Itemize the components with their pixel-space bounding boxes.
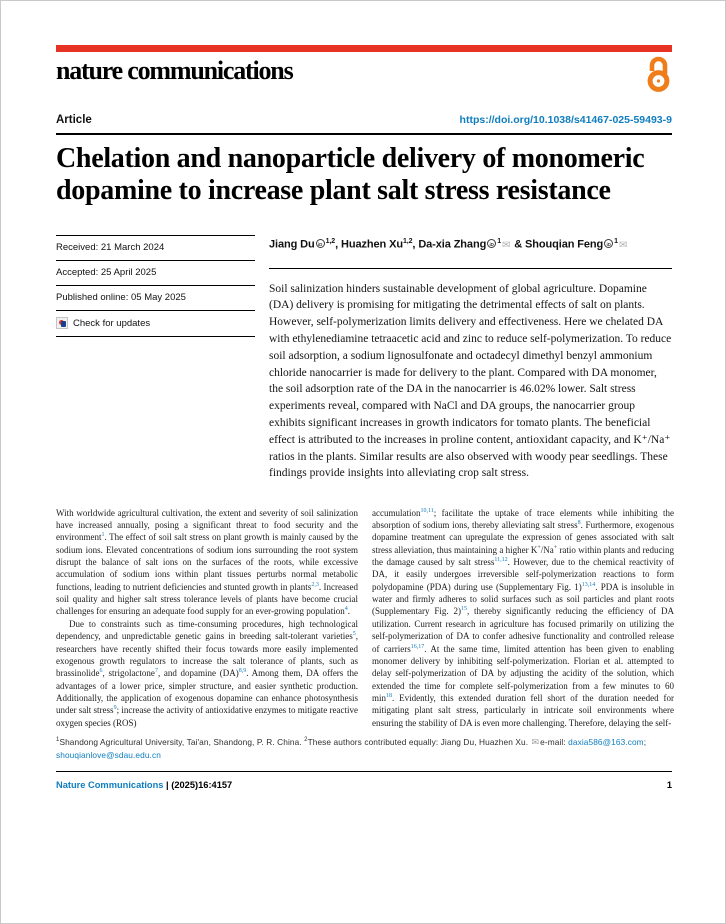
open-access-icon <box>645 55 672 97</box>
article-type-label: Article <box>56 114 92 126</box>
page-footer <box>56 772 672 790</box>
citation-ref[interactable]: 10,11 <box>420 507 434 514</box>
authors-line: Jiang Du iD $^{1,2}$, Huazhen Xu$^{1,2}$, Da-xia Zhang iD $^1$✉ & Shouqian Feng iD $^1$✉ <box>269 238 628 251</box>
citation-ref[interactable]: 8,9 <box>238 668 247 675</box>
citation-ref[interactable]: 2,3 <box>311 581 319 588</box>
brand-bar <box>56 45 672 52</box>
email-icon: ✉ <box>531 736 540 747</box>
check-for-updates-label: Check for updates <box>73 317 151 329</box>
email-link[interactable]: shouqianlove@sdau.edu.cn <box>56 749 161 760</box>
accepted-date: Accepted: 25 April 2025 <box>56 260 255 285</box>
body-column-left <box>56 507 358 729</box>
citation-ref[interactable]: 11,12 <box>494 557 508 564</box>
citation-ref[interactable]: 9 <box>113 705 117 712</box>
footer-volume-citation: | (2025)16:4157 <box>166 779 233 790</box>
citation-ref[interactable]: 18 <box>386 692 393 699</box>
journal-logo: nature communications <box>56 56 293 85</box>
citation-ref[interactable]: 8 <box>577 520 581 527</box>
body-paragraph: accumulation$^{10,11}$; facilitate the uptake of trace elements while inhibiting the absorption of sodium ions, thereby alleviating salt stress$^8$. Furthermore, exogenous dopamine treatment can upregulate the expression of genes associated with salt stress alleviation, thus maintaining a higher K+/Na+ ratio within plants and reducing the damage caused by salt stress$^{11,12}$. However, due to the chemical reactivity of DA, it easily undergoes irreversible self-polymerization reactions to form polydopamine (PDA) during use (Supplementary Fig. 1)$^{13,14}$. PDA is insoluble in water and firmly adheres to solid surfaces such as soil particles and plant roots (Supplementary Fig. 2)$^{15}$, thereby significantly reducing the efficiency of DA utilization. Current research in agriculture has focused primarily on utilizing the self-polymerization of DA to confer adhesive functionality and controlled release of carriers$^{16,17}$. At the same time, limited attention has been given to enabling monomer delivery by inhibiting self-polymerization. Florian et al. attempted to delay self-polymerization of DA by adjusting the acidity of the solution, which extended the time for complete self-polymerization from a few minutes to 60 $\min^{18}$. Evidently, this extended duration fell short of the duration needed for mitigating plant salt stress, particularly in intricate soil environments where ensuring the stability of DA is even more challenging. Therefore, delaying the self- <box>372 507 675 728</box>
citation-ref[interactable]: 13,14 <box>581 581 596 588</box>
citation-ref[interactable]: 7 <box>154 668 158 675</box>
footer-citation <box>56 780 232 790</box>
citation-ref[interactable]: 5 <box>352 631 356 638</box>
footer-journal-name: Nature Communications <box>56 779 164 790</box>
check-for-updates-button[interactable] <box>56 310 255 337</box>
email-icon[interactable]: ✉ <box>501 239 511 251</box>
orcid-icon[interactable]: iD <box>316 239 325 248</box>
orcid-icon[interactable]: iD <box>487 239 496 248</box>
page-number: 1 <box>666 779 672 790</box>
citation-ref[interactable]: 1 <box>101 532 105 539</box>
email-icon[interactable]: ✉ <box>618 239 628 251</box>
citation-ref[interactable]: 6 <box>99 668 103 675</box>
article-header-row <box>56 114 672 135</box>
body-paragraph: Due to constraints such as time-consuming procedures, high technological dependency, and unpredictable genetic gains in breeding salt-tolerant varieties$^5$, researchers have recently shifted their focus towards more easily implemented exogenous growth regulators to increase the salt tolerance of plants, such as brassinolide$^6$, strigolactone$^7$, and dopamine (DA)$^{8,9}$. Among them, DA offers the advantages of a lower price, simpler structure, and easier synthetic production. Additionally, the application of exogenous dopamine can enhance photosynthesis under salt stress$^9$; increase the activity of antioxidative enzymes to mitigate reactive oxygen species (ROS) <box>56 618 358 728</box>
citation-ref[interactable]: 4 <box>344 606 348 613</box>
abstract-text: Soil salinization hinders sustainable development of global agriculture. Dopamine (DA) delivery is promising for mitigating the detrimental effects of salt on plants. However, self-polymerization limits delivery and effectiveness. Here we chelated DA with ethylenediamine tetraacetic acid and zinc to reduce self-polymerization. To reduce soil adsorption, a sodium lignosulfonate and octadecyl dimethyl benzyl ammonium chloride nanocarrier is made for delivery to the plant. Compared with DA monomer, the soil adsorption rate of the DA in the nanocarrier is 46.02% lower. Salt stress experiments reveal, compared with NaCl and DA groups, the nanocarrier group exhibits significant increases in growth indicators for tomato plants. The beneficial effect is attributed to the increases in proline content, antioxidant capacity, and K⁺/Na⁺ ratios in the plants. Similar results are also observed with woody pear seedlings. These findings provide insights into alleviating crop salt stress. <box>269 282 672 480</box>
citation-ref[interactable]: 16,17 <box>410 643 425 650</box>
received-date: Received: 21 March 2024 <box>56 235 255 260</box>
affiliations-footnote: $^1$Shandong Agricultural University, Tai'an, Shandong, P. R. China. $^2$These authors contributed equally: Jiang Du, Huazhen Xu. ✉e-mail: daxia586@163.com; shouqianlove@sdau.edu.cn <box>56 736 647 760</box>
body-column-right <box>372 507 674 729</box>
meta-section <box>56 235 672 494</box>
crossmark-icon <box>56 317 68 329</box>
authors-divider <box>269 268 672 269</box>
article-title: Chelation and nanoparticle delivery of monomeric dopamine to increase plant salt stress resistance <box>56 143 645 206</box>
history-panel <box>56 235 255 494</box>
published-date: Published online: 05 May 2025 <box>56 285 255 310</box>
body-columns <box>56 507 675 729</box>
body-paragraph: With worldwide agricultural cultivation, the extent and severity of soil salinization have increased annually, posing a significant threat to food security and the environment$^1$. The effect of soil salt stress on plant growth is mainly caused by the sodium ions. Elevated concentrations of sodium ions surrounding the root system disrupt the balance of salt ions on the surfaces of the roots, while excessive accumulation of sodium ions within plant tissues perturbs normal metabolic functions, leading to nutrient deficiencies and stunted growth in plants$^{2,3}$. Increased soil quality and higher salt stress tolerance levels of plants have become crucial challenges for ensuring an adequate food supply for an ever-growing population$^4$. <box>56 507 358 617</box>
abstract-panel <box>269 235 672 494</box>
email-link[interactable]: daxia586@163.com <box>568 736 644 747</box>
masthead <box>56 52 672 108</box>
doi-link[interactable]: https://doi.org/10.1038/s41467-025-59493-9 <box>459 114 672 126</box>
orcid-icon[interactable]: iD <box>604 239 613 248</box>
citation-ref[interactable]: 15 <box>460 606 467 613</box>
